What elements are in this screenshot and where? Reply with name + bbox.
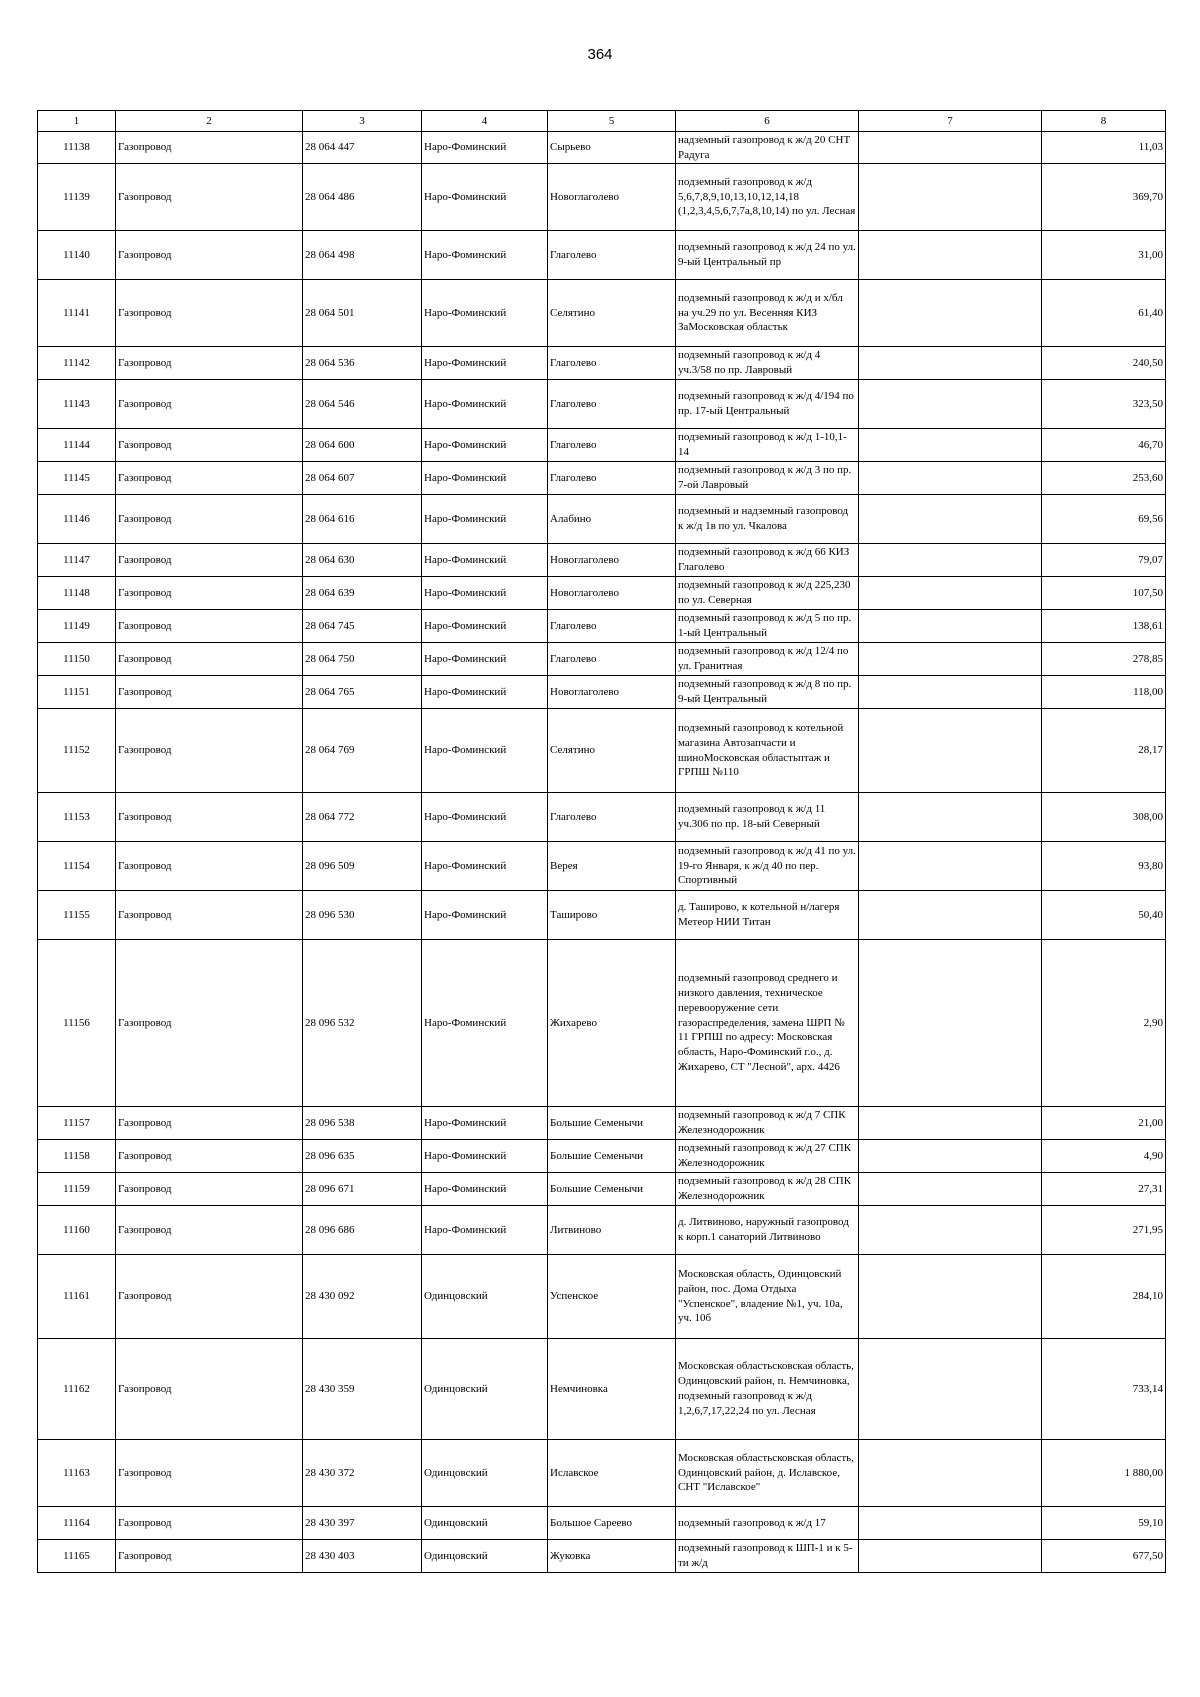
locality-cell: Большие Семенычи (548, 1140, 676, 1173)
row-number-cell: 11143 (38, 380, 116, 429)
object-type-cell: Газопровод (116, 577, 303, 610)
length-value-cell: 61,40 (1042, 280, 1166, 347)
locality-cell: Глаголево (548, 231, 676, 280)
object-code-cell: 28 096 509 (303, 842, 422, 891)
district-cell: Одинцовский (422, 1255, 548, 1339)
column-7-cell (859, 709, 1042, 793)
description-cell: подземный газопровод к ж/д 11 уч.306 по пр. 18-ый Северный (676, 793, 859, 842)
locality-cell: Большое Сареево (548, 1507, 676, 1540)
column-7-cell (859, 462, 1042, 495)
locality-cell: Верея (548, 842, 676, 891)
table-row (38, 842, 1166, 891)
object-code-cell: 28 064 772 (303, 793, 422, 842)
description-cell: подземный газопровод к ж/д 225,230 по ул. Северная (676, 577, 859, 610)
object-code-cell: 28 430 372 (303, 1440, 422, 1507)
length-value-cell: 240,50 (1042, 347, 1166, 380)
row-number-cell: 11158 (38, 1140, 116, 1173)
object-type-cell: Газопровод (116, 842, 303, 891)
object-type-cell: Газопровод (116, 610, 303, 643)
column-7-cell (859, 1339, 1042, 1440)
object-code-cell: 28 064 486 (303, 164, 422, 231)
table-row (38, 132, 1166, 164)
table-body (38, 132, 1166, 1573)
column-number-row (38, 111, 1166, 132)
table-row (38, 643, 1166, 676)
table-row (38, 1255, 1166, 1339)
length-value-cell: 253,60 (1042, 462, 1166, 495)
column-7-cell (859, 429, 1042, 462)
object-code-cell: 28 096 635 (303, 1140, 422, 1173)
object-code-cell: 28 096 538 (303, 1107, 422, 1140)
object-type-cell: Газопровод (116, 891, 303, 940)
object-code-cell: 28 430 359 (303, 1339, 422, 1440)
table-row (38, 380, 1166, 429)
column-7-cell (859, 1206, 1042, 1255)
district-cell: Наро-Фоминский (422, 643, 548, 676)
district-cell: Наро-Фоминский (422, 544, 548, 577)
district-cell: Наро-Фоминский (422, 132, 548, 164)
length-value-cell: 271,95 (1042, 1206, 1166, 1255)
table-row (38, 891, 1166, 940)
column-7-cell (859, 164, 1042, 231)
district-cell: Наро-Фоминский (422, 380, 548, 429)
length-value-cell: 278,85 (1042, 643, 1166, 676)
length-value-cell: 308,00 (1042, 793, 1166, 842)
locality-cell: Селятино (548, 709, 676, 793)
row-number-cell: 11157 (38, 1107, 116, 1140)
object-type-cell: Газопровод (116, 347, 303, 380)
length-value-cell: 21,00 (1042, 1107, 1166, 1140)
description-cell: подземный газопровод к ж/д 28 СПК Железнодорожник (676, 1173, 859, 1206)
description-cell: подземный газопровод к ж/д 4 уч.3/58 по пр. Лавровый (676, 347, 859, 380)
district-cell: Наро-Фоминский (422, 347, 548, 380)
column-7-cell (859, 842, 1042, 891)
length-value-cell: 50,40 (1042, 891, 1166, 940)
description-cell: д. Литвиново, наружный газопровод к корп.1 санаторий Литвиново (676, 1206, 859, 1255)
object-type-cell: Газопровод (116, 643, 303, 676)
object-code-cell: 28 096 686 (303, 1206, 422, 1255)
table-row (38, 164, 1166, 231)
row-number-cell: 11144 (38, 429, 116, 462)
description-cell: Московская область, Одинцовский район, пос. Дома Отдыха "Успенское", владение №1, уч. 10а, уч. 10б (676, 1255, 859, 1339)
object-code-cell: 28 096 532 (303, 940, 422, 1107)
locality-cell: Новоглаголево (548, 577, 676, 610)
locality-cell: Глаголево (548, 793, 676, 842)
object-type-cell: Газопровод (116, 940, 303, 1107)
district-cell: Наро-Фоминский (422, 842, 548, 891)
table-row (38, 709, 1166, 793)
length-value-cell: 59,10 (1042, 1507, 1166, 1540)
object-type-cell: Газопровод (116, 429, 303, 462)
table-row (38, 1507, 1166, 1540)
locality-cell: Жихарево (548, 940, 676, 1107)
object-code-cell: 28 064 447 (303, 132, 422, 164)
object-type-cell: Газопровод (116, 380, 303, 429)
table-row (38, 280, 1166, 347)
object-code-cell: 28 064 769 (303, 709, 422, 793)
district-cell: Одинцовский (422, 1339, 548, 1440)
row-number-cell: 11147 (38, 544, 116, 577)
length-value-cell: 107,50 (1042, 577, 1166, 610)
description-cell: подземный газопровод к ж/д и х/бл на уч.29 по ул. Весенняя КИЗ ЗаМосковская областьк (676, 280, 859, 347)
length-value-cell: 27,31 (1042, 1173, 1166, 1206)
object-code-cell: 28 064 498 (303, 231, 422, 280)
district-cell: Наро-Фоминский (422, 793, 548, 842)
district-cell: Наро-Фоминский (422, 577, 548, 610)
description-cell: подземный газопровод к ж/д 66 КИЗ Глаголево (676, 544, 859, 577)
district-cell: Одинцовский (422, 1507, 548, 1540)
table-row (38, 544, 1166, 577)
district-cell: Наро-Фоминский (422, 940, 548, 1107)
locality-cell: Литвиново (548, 1206, 676, 1255)
row-number-cell: 11151 (38, 676, 116, 709)
column-7-cell (859, 347, 1042, 380)
locality-cell: Новоглаголево (548, 676, 676, 709)
column-7-cell (859, 495, 1042, 544)
row-number-cell: 11154 (38, 842, 116, 891)
locality-cell: Глаголево (548, 462, 676, 495)
object-type-cell: Газопровод (116, 1440, 303, 1507)
column-7-cell (859, 940, 1042, 1107)
table-row (38, 462, 1166, 495)
row-number-cell: 11140 (38, 231, 116, 280)
column-7-cell (859, 676, 1042, 709)
district-cell: Наро-Фоминский (422, 1140, 548, 1173)
district-cell: Наро-Фоминский (422, 709, 548, 793)
row-number-cell: 11142 (38, 347, 116, 380)
table-row (38, 1173, 1166, 1206)
length-value-cell: 46,70 (1042, 429, 1166, 462)
locality-cell: Глаголево (548, 610, 676, 643)
length-value-cell: 31,00 (1042, 231, 1166, 280)
column-7-cell (859, 1440, 1042, 1507)
description-cell: подземный газопровод к ж/д 5 по пр. 1-ый Центральный (676, 610, 859, 643)
description-cell: подземный газопровод к котельной магазина Автозапчасти и шиноМосковская областьптаж и ГРПШ №110 (676, 709, 859, 793)
column-header: 5 (548, 111, 676, 132)
object-code-cell: 28 096 671 (303, 1173, 422, 1206)
district-cell: Наро-Фоминский (422, 610, 548, 643)
description-cell: подземный газопровод к ж/д 1-10,1-14 (676, 429, 859, 462)
district-cell: Наро-Фоминский (422, 1173, 548, 1206)
object-type-cell: Газопровод (116, 231, 303, 280)
object-type-cell: Газопровод (116, 1140, 303, 1173)
table-row (38, 347, 1166, 380)
district-cell: Наро-Фоминский (422, 1107, 548, 1140)
object-type-cell: Газопровод (116, 676, 303, 709)
length-value-cell: 369,70 (1042, 164, 1166, 231)
description-cell: д. Таширово, к котельной н/лагеря Метеор НИИ Титан (676, 891, 859, 940)
column-7-cell (859, 643, 1042, 676)
description-cell: подземный газопровод к ж/д 27 СПК Железнодорожник (676, 1140, 859, 1173)
locality-cell: Таширово (548, 891, 676, 940)
locality-cell: Немчиновка (548, 1339, 676, 1440)
object-type-cell: Газопровод (116, 793, 303, 842)
column-7-cell (859, 1540, 1042, 1573)
object-code-cell: 28 064 639 (303, 577, 422, 610)
row-number-cell: 11159 (38, 1173, 116, 1206)
length-value-cell: 4,90 (1042, 1140, 1166, 1173)
column-header: 6 (676, 111, 859, 132)
object-code-cell: 28 064 546 (303, 380, 422, 429)
table-row (38, 793, 1166, 842)
district-cell: Наро-Фоминский (422, 495, 548, 544)
object-code-cell: 28 064 616 (303, 495, 422, 544)
district-cell: Наро-Фоминский (422, 462, 548, 495)
object-code-cell: 28 430 397 (303, 1507, 422, 1540)
object-code-cell: 28 096 530 (303, 891, 422, 940)
object-code-cell: 28 064 600 (303, 429, 422, 462)
column-7-cell (859, 280, 1042, 347)
length-value-cell: 93,80 (1042, 842, 1166, 891)
column-header: 1 (38, 111, 116, 132)
row-number-cell: 11148 (38, 577, 116, 610)
length-value-cell: 1 880,00 (1042, 1440, 1166, 1507)
object-type-cell: Газопровод (116, 462, 303, 495)
table-row (38, 1540, 1166, 1573)
object-code-cell: 28 064 501 (303, 280, 422, 347)
table-row (38, 577, 1166, 610)
description-cell: подземный газопровод к ж/д 17 (676, 1507, 859, 1540)
locality-cell: Алабино (548, 495, 676, 544)
locality-cell: Глаголево (548, 380, 676, 429)
row-number-cell: 11139 (38, 164, 116, 231)
object-code-cell: 28 064 765 (303, 676, 422, 709)
row-number-cell: 11138 (38, 132, 116, 164)
object-type-cell: Газопровод (116, 1507, 303, 1540)
description-cell: Московская областьсковская область, Одинцовский район, д. Иславское, СНТ "Иславское" (676, 1440, 859, 1507)
column-7-cell (859, 577, 1042, 610)
row-number-cell: 11162 (38, 1339, 116, 1440)
object-code-cell: 28 430 092 (303, 1255, 422, 1339)
length-value-cell: 28,17 (1042, 709, 1166, 793)
locality-cell: Глаголево (548, 643, 676, 676)
locality-cell: Новоглаголево (548, 164, 676, 231)
length-value-cell: 677,50 (1042, 1540, 1166, 1573)
locality-cell: Глаголево (548, 347, 676, 380)
locality-cell: Иславское (548, 1440, 676, 1507)
object-code-cell: 28 430 403 (303, 1540, 422, 1573)
column-7-cell (859, 1173, 1042, 1206)
row-number-cell: 11164 (38, 1507, 116, 1540)
table-row (38, 429, 1166, 462)
object-code-cell: 28 064 607 (303, 462, 422, 495)
object-code-cell: 28 064 630 (303, 544, 422, 577)
description-cell: подземный газопровод к ж/д 41 по ул. 19-го Января, к ж/д 40 по пер. Спортивный (676, 842, 859, 891)
length-value-cell: 79,07 (1042, 544, 1166, 577)
object-code-cell: 28 064 745 (303, 610, 422, 643)
column-7-cell (859, 1255, 1042, 1339)
row-number-cell: 11150 (38, 643, 116, 676)
row-number-cell: 11156 (38, 940, 116, 1107)
row-number-cell: 11145 (38, 462, 116, 495)
description-cell: подземный газопровод среднего и низкого давления, техническое перевооружение сети газораспределения, замена ШРП № 11 ГРПШ по адресу: Московская область, Наро-Фоминский г.о., д. Жихарево, СТ "Лесной", арх. 4426 (676, 940, 859, 1107)
row-number-cell: 11149 (38, 610, 116, 643)
description-cell: подземный газопровод к ж/д 3 по пр. 7-ой Лавровый (676, 462, 859, 495)
table-row (38, 1206, 1166, 1255)
row-number-cell: 11153 (38, 793, 116, 842)
object-code-cell: 28 064 750 (303, 643, 422, 676)
row-number-cell: 11155 (38, 891, 116, 940)
column-header: 2 (116, 111, 303, 132)
column-7-cell (859, 231, 1042, 280)
column-7-cell (859, 1507, 1042, 1540)
column-7-cell (859, 380, 1042, 429)
column-7-cell (859, 610, 1042, 643)
object-type-cell: Газопровод (116, 1339, 303, 1440)
description-cell: подземный газопровод к ж/д 24 по ул. 9-ый Центральный пр (676, 231, 859, 280)
locality-cell: Большие Семенычи (548, 1107, 676, 1140)
district-cell: Одинцовский (422, 1440, 548, 1507)
description-cell: надземный газопровод к ж/д 20 СНТ Радуга (676, 132, 859, 164)
locality-cell: Жуковка (548, 1540, 676, 1573)
column-7-cell (859, 1107, 1042, 1140)
description-cell: подземный газопровод к ж/д 8 по пр. 9-ый Центральный (676, 676, 859, 709)
description-cell: подземный газопровод к ШП-1 и к 5-ти ж/д (676, 1540, 859, 1573)
length-value-cell: 69,56 (1042, 495, 1166, 544)
table-row (38, 940, 1166, 1107)
table-row (38, 676, 1166, 709)
district-cell: Наро-Фоминский (422, 164, 548, 231)
object-type-cell: Газопровод (116, 132, 303, 164)
row-number-cell: 11152 (38, 709, 116, 793)
locality-cell: Глаголево (548, 429, 676, 462)
length-value-cell: 118,00 (1042, 676, 1166, 709)
description-cell: подземный газопровод к ж/д 5,6,7,8,9,10,13,10,12,14,18 (1,2,3,4,5,6,7,7а,8,10,14) по ул. Лесная (676, 164, 859, 231)
table-row (38, 231, 1166, 280)
description-cell: подземный газопровод к ж/д 12/4 по ул. Гранитная (676, 643, 859, 676)
object-type-cell: Газопровод (116, 1107, 303, 1140)
column-7-cell (859, 891, 1042, 940)
district-cell: Одинцовский (422, 1540, 548, 1573)
length-value-cell: 138,61 (1042, 610, 1166, 643)
column-7-cell (859, 544, 1042, 577)
page-number: 364 (587, 46, 613, 63)
district-cell: Наро-Фоминский (422, 676, 548, 709)
object-type-cell: Газопровод (116, 164, 303, 231)
object-type-cell: Газопровод (116, 709, 303, 793)
object-type-cell: Газопровод (116, 1540, 303, 1573)
table-row (38, 1339, 1166, 1440)
locality-cell: Новоглаголево (548, 544, 676, 577)
district-cell: Наро-Фоминский (422, 280, 548, 347)
object-type-cell: Газопровод (116, 280, 303, 347)
length-value-cell: 284,10 (1042, 1255, 1166, 1339)
row-number-cell: 11141 (38, 280, 116, 347)
row-number-cell: 11161 (38, 1255, 116, 1339)
description-cell: подземный газопровод к ж/д 4/194 по пр. 17-ый Центральный (676, 380, 859, 429)
district-cell: Наро-Фоминский (422, 429, 548, 462)
column-7-cell (859, 132, 1042, 164)
object-type-cell: Газопровод (116, 495, 303, 544)
column-header: 3 (303, 111, 422, 132)
description-cell: подземный газопровод к ж/д 7 СПК Железнодорожник (676, 1107, 859, 1140)
length-value-cell: 11,03 (1042, 132, 1166, 164)
locality-cell: Успенское (548, 1255, 676, 1339)
description-cell: подземный и надземный газопровод к ж/д 1в по ул. Чкалова (676, 495, 859, 544)
table-row (38, 1107, 1166, 1140)
object-type-cell: Газопровод (116, 1206, 303, 1255)
row-number-cell: 11165 (38, 1540, 116, 1573)
district-cell: Наро-Фоминский (422, 1206, 548, 1255)
column-7-cell (859, 1140, 1042, 1173)
object-type-cell: Газопровод (116, 1255, 303, 1339)
column-7-cell (859, 793, 1042, 842)
description-cell: Московская областьсковская область, Одинцовский район, п. Немчиновка, подземный газопровод к ж/д 1,2,6,7,17,22,24 по ул. Лесная (676, 1339, 859, 1440)
district-cell: Наро-Фоминский (422, 231, 548, 280)
table-row (38, 610, 1166, 643)
locality-cell: Селятино (548, 280, 676, 347)
table-row (38, 495, 1166, 544)
length-value-cell: 733,14 (1042, 1339, 1166, 1440)
column-header: 7 (859, 111, 1042, 132)
district-cell: Наро-Фоминский (422, 891, 548, 940)
object-type-cell: Газопровод (116, 544, 303, 577)
locality-cell: Большие Семенычи (548, 1173, 676, 1206)
row-number-cell: 11146 (38, 495, 116, 544)
row-number-cell: 11163 (38, 1440, 116, 1507)
row-number-cell: 11160 (38, 1206, 116, 1255)
length-value-cell: 2,90 (1042, 940, 1166, 1107)
table-row (38, 1140, 1166, 1173)
length-value-cell: 323,50 (1042, 380, 1166, 429)
locality-cell: Сырьево (548, 132, 676, 164)
registry-table (37, 110, 1166, 1573)
table-row (38, 1440, 1166, 1507)
column-header: 8 (1042, 111, 1166, 132)
column-header: 4 (422, 111, 548, 132)
object-type-cell: Газопровод (116, 1173, 303, 1206)
object-code-cell: 28 064 536 (303, 347, 422, 380)
